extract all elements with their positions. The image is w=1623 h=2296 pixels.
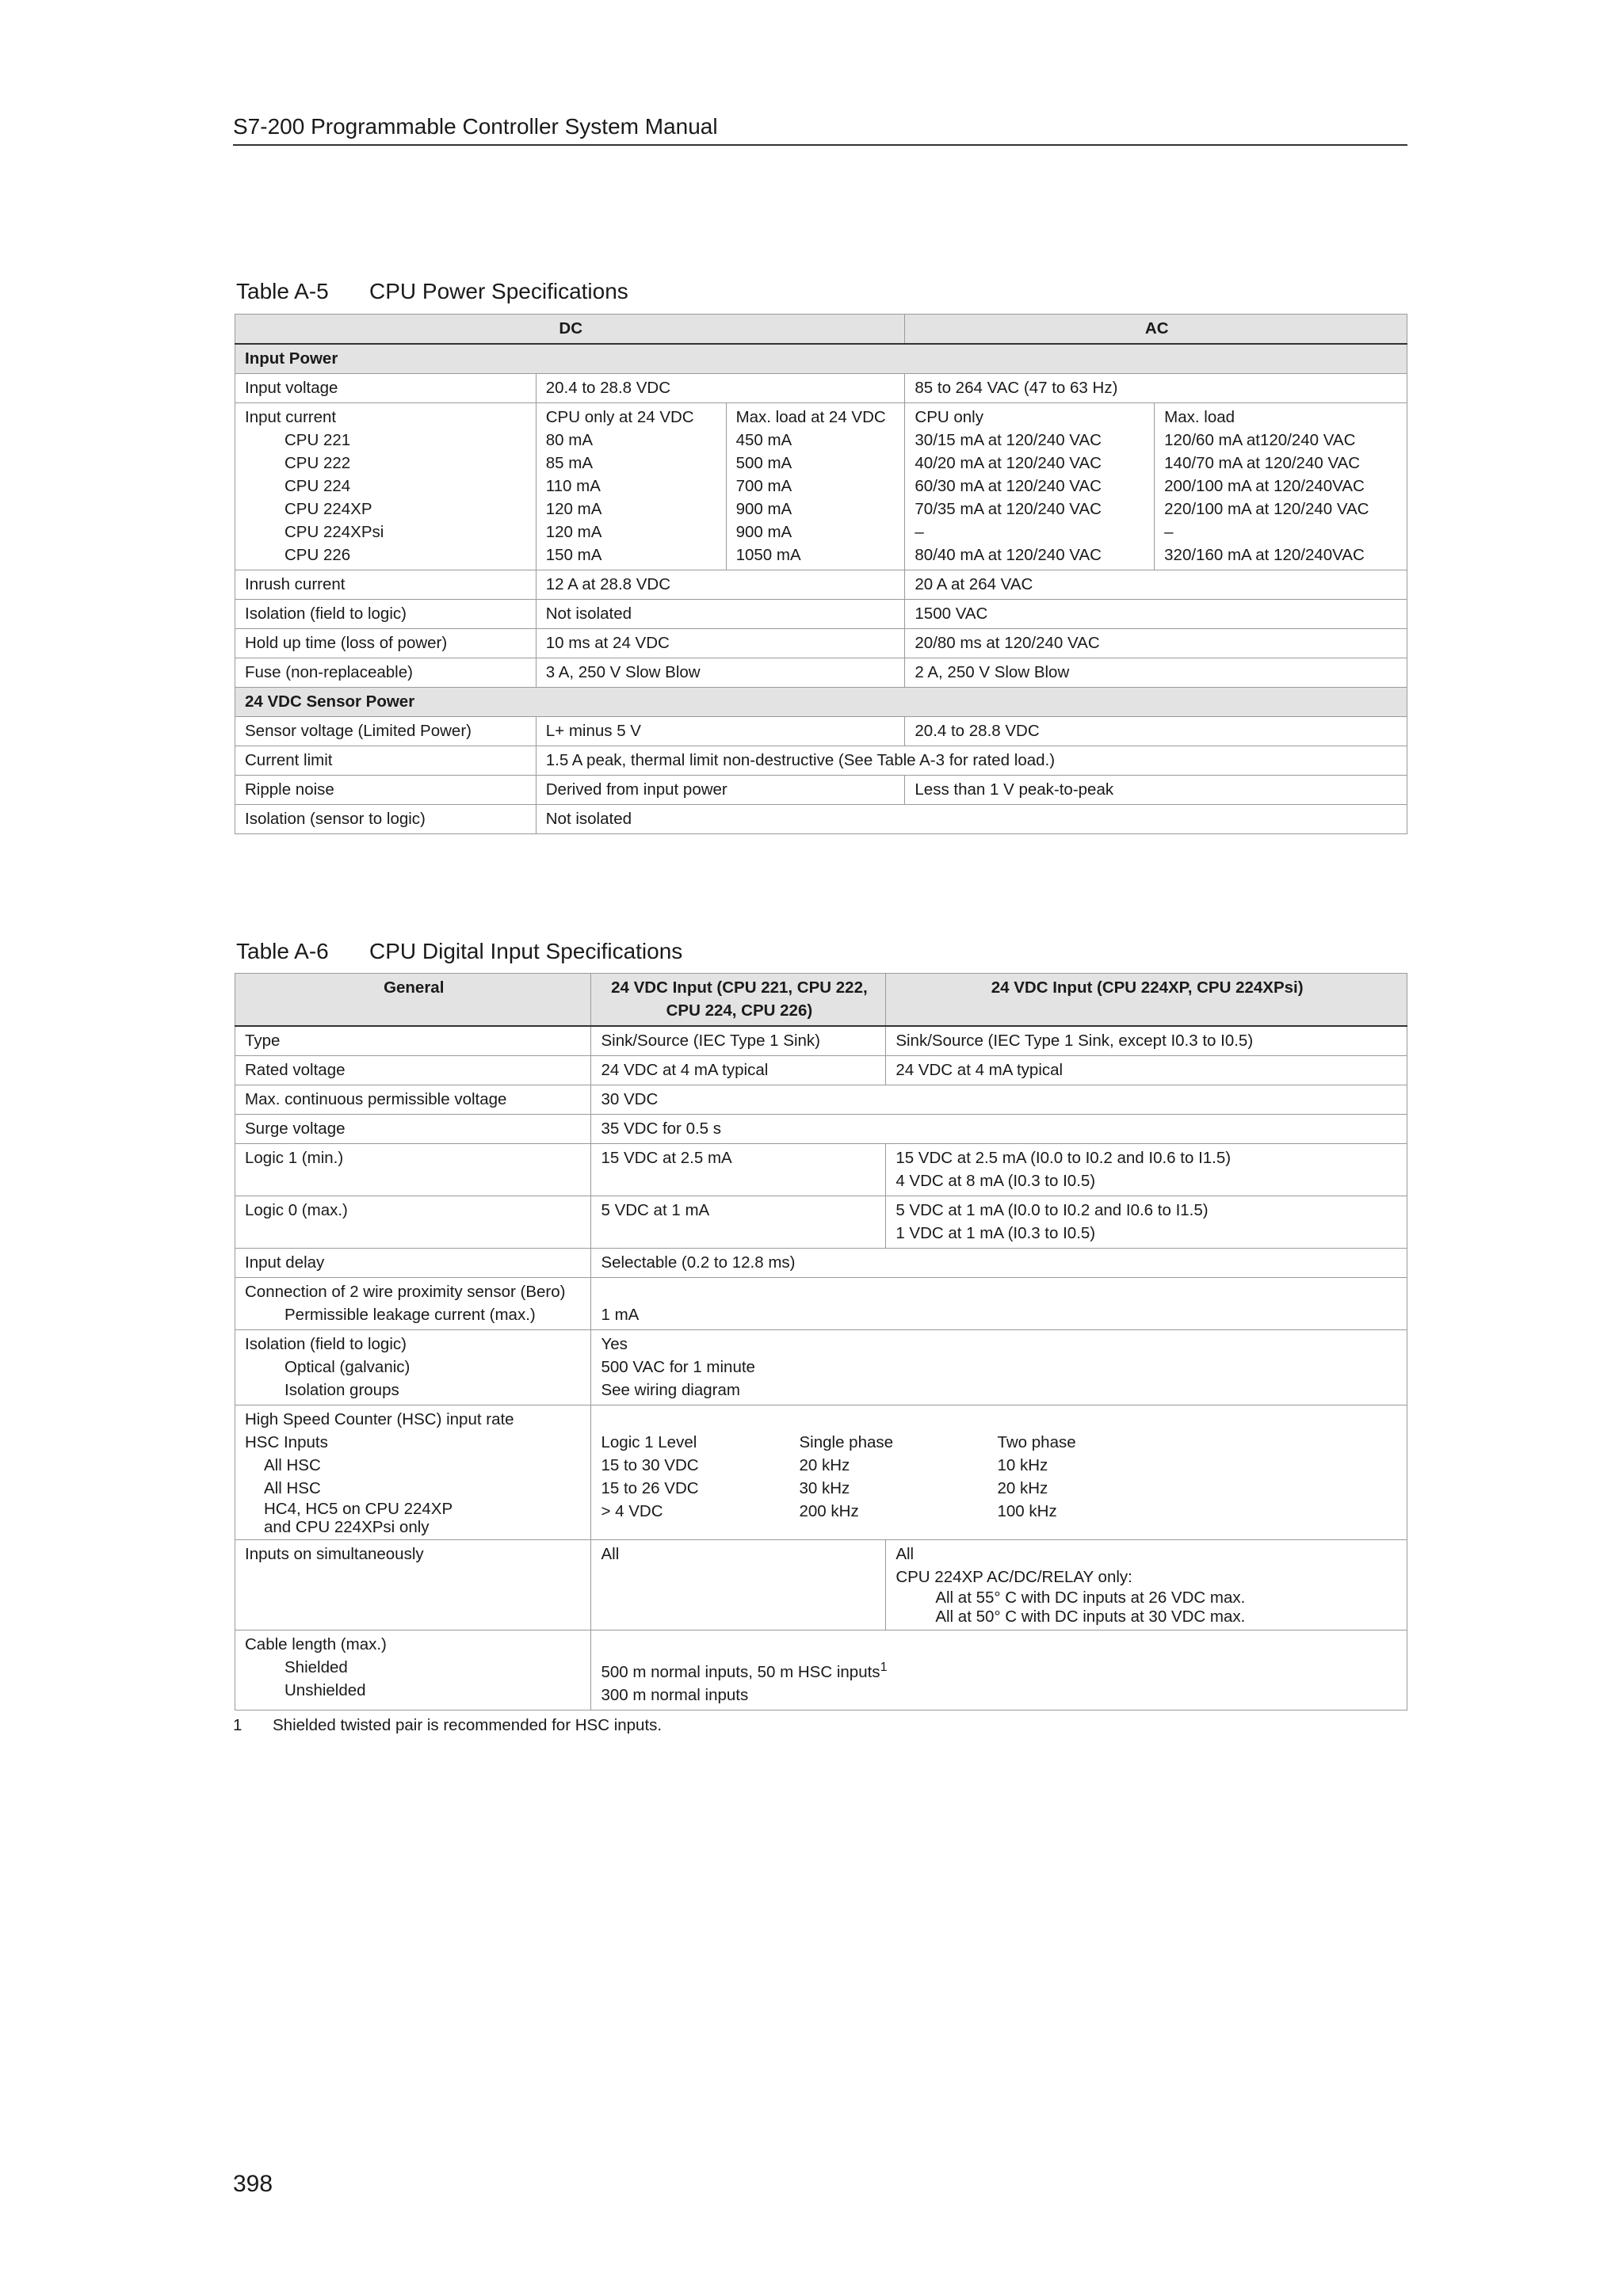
hsc-cell: 30 kHz xyxy=(799,1479,850,1497)
value-cell xyxy=(591,1330,1407,1405)
dc-value: 12 A at 28.8 VDC xyxy=(536,570,905,600)
col-ac: AC xyxy=(905,315,1407,345)
col-24vdc-standard: 24 VDC Input (CPU 221, CPU 222, CPU 224, CPU 226) xyxy=(591,974,886,1027)
value: – xyxy=(1164,523,1174,541)
value: 450 mA xyxy=(735,431,792,449)
value: 5 VDC at 1 mA (I0.0 to I0.2 and I0.6 to I1.5) xyxy=(896,1201,1209,1219)
footnote xyxy=(233,1716,662,1735)
value: 220/100 mA at 120/240 VAC xyxy=(1164,500,1369,518)
table-row xyxy=(235,1540,1407,1630)
page-number: 398 xyxy=(233,2171,273,2197)
value-a: 5 VDC at 1 mA xyxy=(591,1196,886,1249)
value: 320/160 mA at 120/240VAC xyxy=(1164,546,1365,564)
ac-only-cell xyxy=(905,403,1155,570)
table-number: Table A-5 xyxy=(236,279,329,303)
row-sublabel: All HSC xyxy=(264,1456,321,1474)
section-input-power: Input Power xyxy=(235,344,1407,374)
row-label: Rated voltage xyxy=(235,1056,591,1085)
dc-only-cell xyxy=(536,403,726,570)
value: 300 m normal inputs xyxy=(601,1685,749,1704)
value: 1050 mA xyxy=(735,546,801,564)
ac-value: 20.4 to 28.8 VDC xyxy=(905,717,1407,746)
value: 1 VDC at 1 mA (I0.3 to I0.5) xyxy=(896,1224,1096,1242)
value: Not isolated xyxy=(536,805,1407,834)
dc-max-cell xyxy=(726,403,905,570)
row-label: Sensor voltage (Limited Power) xyxy=(235,717,537,746)
table-row xyxy=(235,600,1407,629)
spacer-line xyxy=(601,1280,1399,1303)
row-label: Input delay xyxy=(235,1249,591,1278)
cpu-name: CPU 224XPsi xyxy=(285,523,384,541)
hsc-cell: 20 kHz xyxy=(799,1456,850,1474)
row-label-cell xyxy=(235,1330,591,1405)
section-sensor-power: 24 VDC Sensor Power xyxy=(235,688,1407,717)
table-row xyxy=(235,1056,1407,1085)
value: 80 mA xyxy=(545,431,593,449)
value: 700 mA xyxy=(735,477,792,495)
value: 1.5 A peak, thermal limit non-destructive (See Table A-3 for rated load.) xyxy=(536,746,1407,776)
ac-value: 20 A at 264 VAC xyxy=(905,570,1407,600)
hsc-cell: 10 kHz xyxy=(997,1456,1048,1474)
sub-header: CPU only xyxy=(915,408,983,426)
section-row xyxy=(235,688,1407,717)
cpu-power-table xyxy=(235,314,1407,834)
row-label-cell xyxy=(235,1278,591,1330)
value-line xyxy=(601,1656,1399,1684)
table-row xyxy=(235,570,1407,600)
value: 80/40 mA at 120/240 VAC xyxy=(915,546,1102,564)
row-sublabel: Shielded xyxy=(285,1658,348,1676)
table-number: Table A-6 xyxy=(236,939,329,963)
hsc-cell: 15 to 26 VDC xyxy=(601,1479,699,1497)
value: – xyxy=(915,523,924,541)
row-label: Input current xyxy=(245,408,337,426)
dc-value: 20.4 to 28.8 VDC xyxy=(536,374,905,403)
value: 500 m normal inputs, 50 m HSC inputs xyxy=(601,1662,880,1681)
sub-header: Max. load xyxy=(1164,408,1235,426)
value-a: Sink/Source (IEC Type 1 Sink) xyxy=(591,1026,886,1056)
value-a: 15 VDC at 2.5 mA xyxy=(591,1144,886,1196)
row-label-cell xyxy=(235,1405,591,1540)
value: 30 VDC xyxy=(591,1085,1407,1115)
row-sublabel: HSC Inputs xyxy=(245,1433,328,1451)
row-label: Fuse (non-replaceable) xyxy=(235,658,537,688)
value: See wiring diagram xyxy=(601,1381,740,1399)
row-label: Inrush current xyxy=(235,570,537,600)
table-header-row xyxy=(235,315,1407,345)
dc-value: 10 ms at 24 VDC xyxy=(536,629,905,658)
row-sublabel: All HSC xyxy=(264,1479,321,1497)
value: All at 55° C with DC inputs at 26 VDC max. xyxy=(935,1589,1246,1607)
value: All at 50° C with DC inputs at 30 VDC max. xyxy=(935,1608,1246,1626)
table-row xyxy=(235,1249,1407,1278)
row-label: Isolation (field to logic) xyxy=(245,1335,407,1353)
sub-header: Max. load at 24 VDC xyxy=(735,408,886,426)
table-title: CPU Power Specifications xyxy=(369,279,628,303)
table-row xyxy=(235,1630,1407,1711)
table-title: CPU Digital Input Specifications xyxy=(369,939,683,963)
value-b: Sink/Source (IEC Type 1 Sink, except I0.3 to I0.5) xyxy=(886,1026,1407,1056)
value-b-cell xyxy=(886,1144,1407,1196)
hsc-cell: > 4 VDC xyxy=(601,1502,663,1520)
value: Selectable (0.2 to 12.8 ms) xyxy=(591,1249,1407,1278)
hsc-head: Single phase xyxy=(799,1433,894,1451)
row-label-cell xyxy=(235,1630,591,1711)
table-row xyxy=(235,1026,1407,1056)
value: 140/70 mA at 120/240 VAC xyxy=(1164,454,1361,472)
value: 70/35 mA at 120/240 VAC xyxy=(915,500,1102,518)
hsc-value-cell xyxy=(591,1405,1407,1540)
col-dc: DC xyxy=(235,315,905,345)
table-row xyxy=(235,403,1407,570)
row-label: Logic 0 (max.) xyxy=(235,1196,591,1249)
row-sublabel: Optical (galvanic) xyxy=(285,1358,411,1376)
hsc-cell: 100 kHz xyxy=(997,1502,1057,1520)
col-24vdc-xp: 24 VDC Input (CPU 224XP, CPU 224XPsi) xyxy=(886,974,1407,1027)
dc-value: Derived from input power xyxy=(536,776,905,805)
row-label-cell xyxy=(235,403,537,570)
hsc-head: Logic 1 Level xyxy=(601,1433,697,1451)
value: 900 mA xyxy=(735,523,792,541)
table-row xyxy=(235,717,1407,746)
row-label: Isolation (field to logic) xyxy=(235,600,537,629)
row-label: Cable length (max.) xyxy=(245,1635,387,1653)
hsc-cell: 20 kHz xyxy=(997,1479,1048,1497)
value: 30/15 mA at 120/240 VAC xyxy=(915,431,1102,449)
footnote-text: Shielded twisted pair is recommended for HSC inputs. xyxy=(273,1716,663,1734)
ac-max-cell xyxy=(1155,403,1407,570)
table-row xyxy=(235,1144,1407,1196)
table-row xyxy=(235,1405,1407,1540)
col-general: General xyxy=(235,974,591,1027)
value: 120/60 mA at120/240 VAC xyxy=(1164,431,1356,449)
value-cell xyxy=(591,1630,1407,1711)
dc-value: 3 A, 250 V Slow Blow xyxy=(536,658,905,688)
table-row xyxy=(235,1330,1407,1405)
value: 35 VDC for 0.5 s xyxy=(591,1115,1407,1144)
cpu-name: CPU 224XP xyxy=(285,500,372,518)
spacer-line xyxy=(601,1633,1399,1656)
table-row xyxy=(235,805,1407,834)
table-header-row xyxy=(235,974,1407,1027)
ac-value: 2 A, 250 V Slow Blow xyxy=(905,658,1407,688)
dc-value: Not isolated xyxy=(536,600,905,629)
value: 900 mA xyxy=(735,500,792,518)
table-row xyxy=(235,1085,1407,1115)
row-label: Connection of 2 wire proximity sensor (Bero) xyxy=(245,1283,566,1301)
value: 500 mA xyxy=(735,454,792,472)
table-row xyxy=(235,1278,1407,1330)
value-a: 24 VDC at 4 mA typical xyxy=(591,1056,886,1085)
cpu-name: CPU 221 xyxy=(285,431,351,449)
value-cell xyxy=(591,1278,1407,1330)
cpu-name: CPU 222 xyxy=(285,454,351,472)
hsc-head: Two phase xyxy=(997,1433,1076,1451)
table-row xyxy=(235,746,1407,776)
hsc-cell: 200 kHz xyxy=(799,1502,859,1520)
row-sublabel: Permissible leakage current (max.) xyxy=(285,1306,536,1324)
value: 150 mA xyxy=(545,546,602,564)
value: 4 VDC at 8 mA (I0.3 to I0.5) xyxy=(896,1172,1096,1190)
page-header: S7-200 Programmable Controller System Manual xyxy=(233,114,1407,146)
table-row xyxy=(235,1115,1407,1144)
digital-input-table xyxy=(235,973,1407,1711)
table-row xyxy=(235,1196,1407,1249)
row-sublabel: Unshielded xyxy=(285,1681,366,1699)
value: CPU 224XP AC/DC/RELAY only: xyxy=(896,1568,1132,1586)
table-row xyxy=(235,374,1407,403)
table-row xyxy=(235,629,1407,658)
value: 200/100 mA at 120/240VAC xyxy=(1164,477,1365,495)
row-label: Ripple noise xyxy=(235,776,537,805)
ac-value: 85 to 264 VAC (47 to 63 Hz) xyxy=(905,374,1407,403)
cpu-name: CPU 226 xyxy=(285,546,351,564)
row-label: Surge voltage xyxy=(235,1115,591,1144)
table-a6-caption xyxy=(236,939,682,964)
footnote-mark: 1 xyxy=(233,1716,242,1734)
value: 120 mA xyxy=(545,500,602,518)
row-sublabel: HC4, HC5 on CPU 224XP xyxy=(264,1500,453,1518)
row-label: Inputs on simultaneously xyxy=(235,1540,591,1630)
row-label: Type xyxy=(235,1026,591,1056)
row-sublabel: and CPU 224XPsi only xyxy=(264,1518,430,1536)
sub-header: CPU only at 24 VDC xyxy=(545,408,694,426)
table-row xyxy=(235,776,1407,805)
value: 40/20 mA at 120/240 VAC xyxy=(915,454,1102,472)
value: All xyxy=(896,1545,915,1563)
value-b: 24 VDC at 4 mA typical xyxy=(886,1056,1407,1085)
row-label: Isolation (sensor to logic) xyxy=(235,805,537,834)
table-row xyxy=(235,658,1407,688)
row-label: Max. continuous permissible voltage xyxy=(235,1085,591,1115)
dc-value: L+ minus 5 V xyxy=(536,717,905,746)
row-label: Hold up time (loss of power) xyxy=(235,629,537,658)
hsc-cell: 15 to 30 VDC xyxy=(601,1456,699,1474)
row-label: Current limit xyxy=(235,746,537,776)
value-b-cell xyxy=(886,1540,1407,1630)
value: Yes xyxy=(601,1335,628,1353)
ac-value: Less than 1 V peak-to-peak xyxy=(905,776,1407,805)
row-label: Logic 1 (min.) xyxy=(235,1144,591,1196)
value: 120 mA xyxy=(545,523,602,541)
row-sublabel: Isolation groups xyxy=(285,1381,399,1399)
value: 85 mA xyxy=(545,454,593,472)
row-label: Input voltage xyxy=(235,374,537,403)
value-a: All xyxy=(591,1540,886,1630)
hsc-grid xyxy=(601,1431,1399,1523)
footnote-ref: 1 xyxy=(880,1661,888,1674)
value: 60/30 mA at 120/240 VAC xyxy=(915,477,1102,495)
value: 110 mA xyxy=(545,477,601,495)
section-row xyxy=(235,344,1407,374)
row-label: High Speed Counter (HSC) input rate xyxy=(245,1410,514,1428)
value: 15 VDC at 2.5 mA (I0.0 to I0.2 and I0.6 to I1.5) xyxy=(896,1149,1232,1167)
cpu-name: CPU 224 xyxy=(285,477,351,495)
ac-value: 20/80 ms at 120/240 VAC xyxy=(905,629,1407,658)
ac-value: 1500 VAC xyxy=(905,600,1407,629)
spacer-line xyxy=(601,1408,1399,1431)
value-b-cell xyxy=(886,1196,1407,1249)
value: 1 mA xyxy=(601,1306,640,1324)
value: 500 VAC for 1 minute xyxy=(601,1358,755,1376)
table-a5-caption xyxy=(236,279,628,304)
